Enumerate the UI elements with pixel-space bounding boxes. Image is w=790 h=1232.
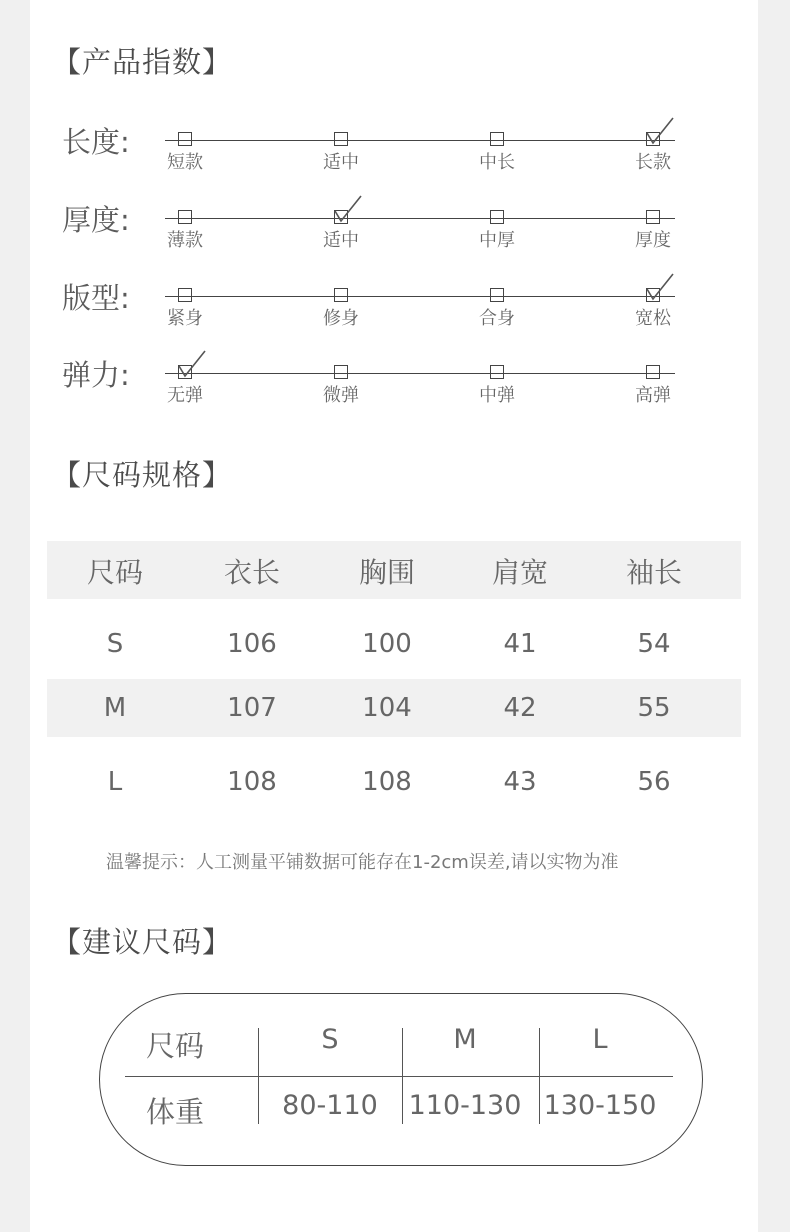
checkbox-icon <box>178 288 192 302</box>
index-option-label: 适中 <box>323 230 359 251</box>
size-label-cell: L <box>592 1024 608 1055</box>
index-option-label: 薄款 <box>167 230 203 251</box>
table-cell: 43 <box>503 767 537 797</box>
checkmark-icon <box>645 116 675 146</box>
table-row <box>47 613 741 673</box>
table-cell: 100 <box>362 629 412 659</box>
column-divider <box>402 1028 403 1124</box>
table-cell: 104 <box>362 693 412 723</box>
index-scale-line <box>165 373 675 374</box>
checkbox-icon <box>490 288 504 302</box>
checkbox-icon <box>646 210 660 224</box>
weight-cell: 130-150 <box>543 1090 657 1121</box>
measurement-note: 温馨提示：人工测量平铺数据可能存在1-2cm误差,请以实物为准 <box>106 852 619 873</box>
index-scale-line <box>165 218 675 219</box>
table-cell: 55 <box>637 693 671 723</box>
table-cell: S <box>106 629 124 659</box>
index-option-label: 微弹 <box>323 385 359 406</box>
table-cell: 107 <box>227 693 277 723</box>
product-index-title: 【产品指数】 <box>52 45 233 79</box>
checkbox-icon <box>490 210 504 224</box>
size-chart-card <box>30 0 758 1232</box>
table-cell: 108 <box>362 767 412 797</box>
index-row <box>30 353 758 423</box>
index-option-label: 厚度 <box>635 230 671 251</box>
column-divider <box>258 1028 259 1124</box>
checkbox-icon <box>178 210 192 224</box>
size-label-cell: S <box>321 1024 339 1055</box>
table-cell: M <box>103 693 127 723</box>
index-option-label: 短款 <box>167 152 203 173</box>
table-header-cell: 袖长 <box>625 556 682 589</box>
index-option-label: 长款 <box>635 152 671 173</box>
index-option-label: 无弹 <box>167 385 203 406</box>
checkbox-icon <box>646 365 660 379</box>
checkbox-icon <box>334 288 348 302</box>
table-header-cell: 肩宽 <box>491 556 548 589</box>
index-row-label: 弹力: <box>62 358 130 392</box>
size-label-cell: 尺码 <box>145 1029 204 1063</box>
table-row <box>47 751 741 811</box>
checkmark-icon <box>333 194 363 224</box>
table-cell: 106 <box>227 629 277 659</box>
checkbox-icon <box>334 365 348 379</box>
index-row-label: 长度: <box>62 125 130 159</box>
index-option-label: 中厚 <box>479 230 515 251</box>
table-row <box>47 679 741 737</box>
weight-cell: 110-130 <box>408 1090 522 1121</box>
checkbox-icon <box>490 365 504 379</box>
index-option-label: 中弹 <box>479 385 515 406</box>
column-divider <box>539 1028 540 1124</box>
table-cell: 42 <box>503 693 537 723</box>
index-scale-line <box>165 296 675 297</box>
checkbox-icon <box>490 132 504 146</box>
table-header-cell: 胸围 <box>358 556 415 589</box>
table-cell: 108 <box>227 767 277 797</box>
divider <box>125 1076 673 1077</box>
table-cell: 41 <box>503 629 537 659</box>
weight-cell: 体重 <box>145 1095 204 1129</box>
index-scale-line <box>165 140 675 141</box>
index-option-label: 适中 <box>323 152 359 173</box>
table-header-cell: 衣长 <box>223 556 280 589</box>
checkbox-icon <box>334 132 348 146</box>
checkmark-icon <box>645 272 675 302</box>
table-header-row <box>47 541 741 599</box>
size-spec-title: 【尺码规格】 <box>52 458 233 492</box>
checkmark-icon <box>177 349 207 379</box>
index-option-label: 宽松 <box>635 308 671 329</box>
index-row <box>30 120 758 190</box>
index-option-label: 合身 <box>479 308 515 329</box>
checkbox-icon <box>178 132 192 146</box>
index-option-label: 修身 <box>323 308 359 329</box>
index-option-label: 中长 <box>479 152 515 173</box>
index-row <box>30 276 758 346</box>
index-row-label: 版型: <box>62 281 130 315</box>
index-row-label: 厚度: <box>62 203 130 237</box>
weight-cell: 80-110 <box>282 1090 378 1121</box>
index-option-label: 紧身 <box>167 308 203 329</box>
size-label-cell: M <box>453 1024 477 1055</box>
index-option-label: 高弹 <box>635 385 671 406</box>
table-cell: 54 <box>637 629 671 659</box>
table-cell: L <box>107 767 123 797</box>
table-cell: 56 <box>637 767 671 797</box>
table-header-cell: 尺码 <box>86 556 143 589</box>
recommended-size-title: 【建议尺码】 <box>52 925 233 959</box>
index-row <box>30 198 758 268</box>
recommended-size-box <box>99 993 703 1166</box>
